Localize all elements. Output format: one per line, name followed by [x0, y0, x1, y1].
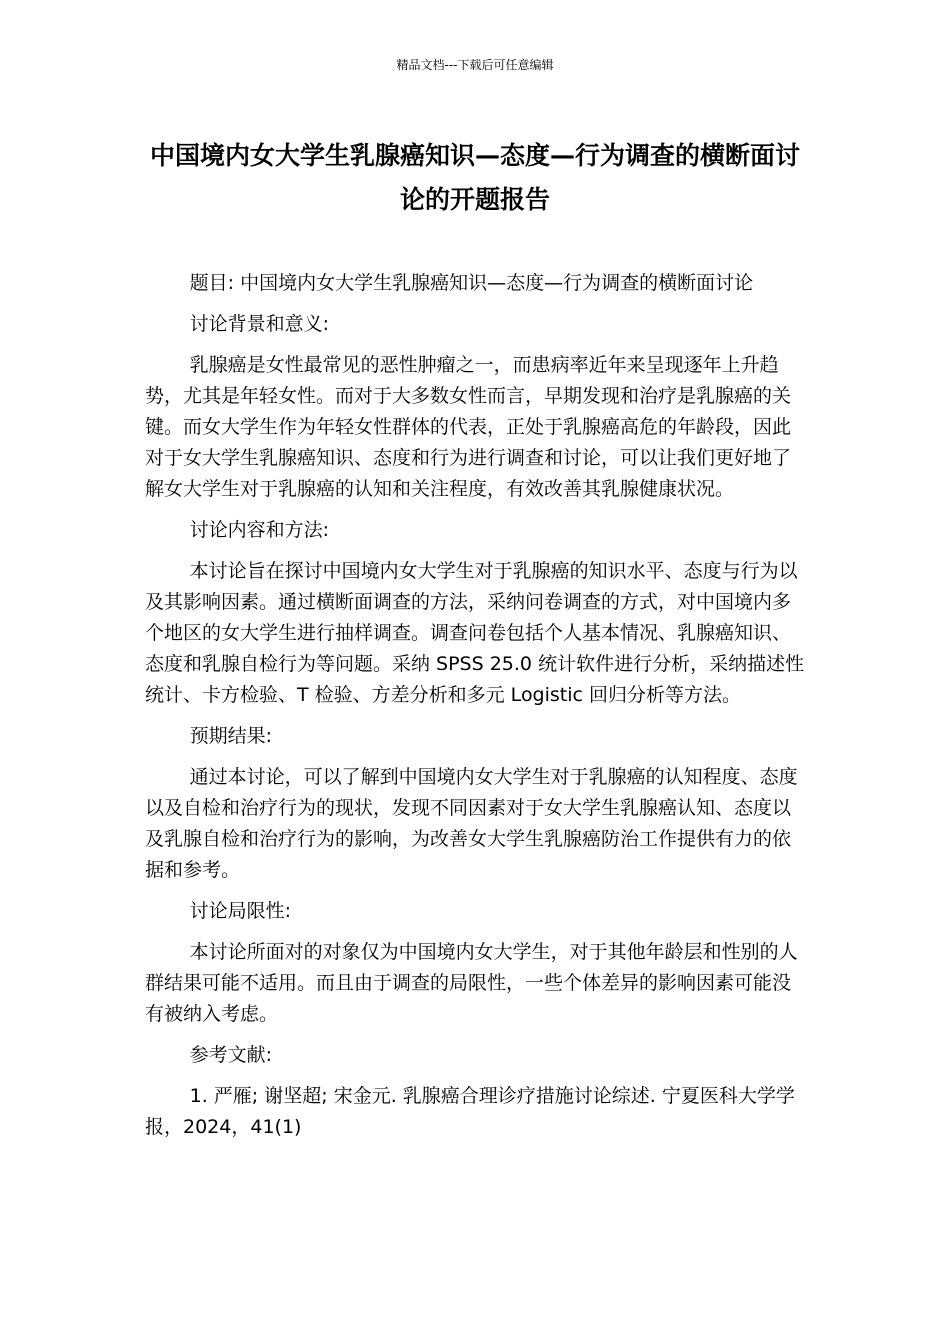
background-heading: 讨论背景和意义: — [189, 313, 330, 335]
results-paragraph: 通过本讨论，可以了解到中国境内女大学生对于乳腺癌的认知程度、态度以及自检和治疗行为的现状，发现不同因素对于女大学生乳腺癌认知、态度以及乳腺自检和治疗行为的影响，为改善女大学生乳腺癌防治工作提供有力的依据和参考。 — [145, 766, 798, 881]
content-heading: 讨论内容和方法: — [189, 519, 330, 541]
document-body — [145, 268, 805, 1153]
results-heading: 预期结果: — [189, 725, 273, 747]
header-note: 精品文档---下载后可任意编辑 — [396, 58, 554, 72]
limitations-paragraph: 本讨论所面对的对象仅为中国境内女大学生，对于其他年龄层和性别的人群结果可能不适用。而且由于调查的局限性，一些个体差异的影响因素可能没有被纳入考虑。 — [145, 941, 798, 1025]
topic-line: 题目: 中国境内女大学生乳腺癌知识—态度—行为调查的横断面讨论 — [189, 272, 754, 294]
content-paragraph: 本讨论旨在探讨中国境内女大学生对于乳腺癌的知识水平、态度与行为以及其影响因素。通过横断面调查的方法，采纳问卷调查的方式，对中国境内多个地区的女大学生进行抽样调查。调查问卷包括个人基本情况、乳腺癌知识、态度和乳腺自检行为等问题。采纳 SPSS 25.0 统计软件进行分析，采纳描述性统计、卡方检验、T 检验、方差分析和多元 Logistic 回归分析等方法。 — [145, 560, 805, 706]
background-paragraph: 乳腺癌是女性最常见的恶性肿瘤之一，而患病率近年来呈现逐年上升趋势，尤其是年轻女性。而对于大多数女性而言，早期发现和治疗是乳腺癌的关键。而女大学生作为年轻女性群体的代表，正处于乳腺癌高危的年龄段，因此对于女大学生乳腺癌知识、态度和行为进行调查和讨论，可以让我们更好地了解女大学生对于乳腺癌的认知和关注程度，有效改善其乳腺健康状况。 — [145, 354, 792, 500]
references-heading: 参考文献: — [189, 1044, 273, 1066]
limitations-heading: 讨论局限性: — [189, 900, 292, 922]
reference-item: 1. 严雁; 谢坚超; 宋金元. 乳腺癌合理诊疗措施讨论综述. 宁夏医科大学学报，2024，41(1) — [145, 1085, 795, 1138]
document-title: 中国境内女大学生乳腺癌知识—态度—行为调查的横断面讨论的开题报告 — [149, 141, 800, 214]
